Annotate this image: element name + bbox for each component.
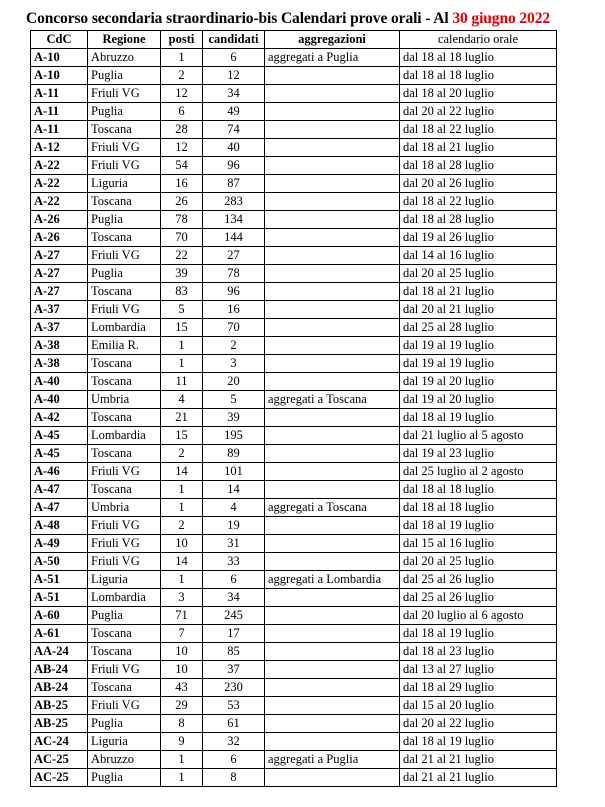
cell-calendario: dal 19 al 20 luglio: [400, 391, 557, 409]
cell-aggregazioni: [265, 355, 400, 373]
table-row: [31, 175, 557, 193]
cell-regione: Puglia: [88, 211, 161, 229]
table-row: [31, 697, 557, 715]
cell-posti: 15: [161, 427, 203, 445]
table-row: [31, 715, 557, 733]
cell-posti: 12: [161, 139, 203, 157]
cell-calendario: dal 18 al 21 luglio: [400, 139, 557, 157]
table-row: [31, 247, 557, 265]
table-row: [31, 625, 557, 643]
cell-regione: Puglia: [88, 103, 161, 121]
cell-candidati: 33: [203, 553, 265, 571]
cell-candidati: 230: [203, 679, 265, 697]
cell-posti: 2: [161, 67, 203, 85]
table-row: [31, 103, 557, 121]
table-row: [31, 769, 557, 787]
cell-regione: Friuli VG: [88, 535, 161, 553]
cell-regione: Abruzzo: [88, 751, 161, 769]
table-row: [31, 733, 557, 751]
cell-candidati: 12: [203, 67, 265, 85]
table-row: [31, 589, 557, 607]
cell-calendario: dal 18 al 18 luglio: [400, 49, 557, 67]
cell-posti: 7: [161, 625, 203, 643]
cell-posti: 28: [161, 121, 203, 139]
table-row: [31, 751, 557, 769]
cell-candidati: 70: [203, 319, 265, 337]
cell-aggregazioni: aggregati a Toscana: [265, 391, 400, 409]
cell-calendario: dal 18 al 18 luglio: [400, 67, 557, 85]
cell-aggregazioni: [265, 211, 400, 229]
cell-regione: Friuli VG: [88, 661, 161, 679]
cell-regione: Friuli VG: [88, 85, 161, 103]
cell-candidati: 32: [203, 733, 265, 751]
cell-calendario: dal 18 al 20 luglio: [400, 85, 557, 103]
cell-posti: 71: [161, 607, 203, 625]
table-body: [31, 49, 557, 787]
title-date: 30 giugno 2022: [452, 10, 550, 27]
cell-cdc: A-37: [31, 319, 88, 337]
cell-calendario: dal 19 al 19 luglio: [400, 355, 557, 373]
cell-candidati: 96: [203, 283, 265, 301]
cell-calendario: dal 18 al 19 luglio: [400, 625, 557, 643]
table-row: [31, 607, 557, 625]
cell-aggregazioni: [265, 121, 400, 139]
cell-regione: Toscana: [88, 229, 161, 247]
cell-candidati: 16: [203, 301, 265, 319]
table-row: [31, 121, 557, 139]
cell-calendario: dal 21 luglio al 5 agosto: [400, 427, 557, 445]
cell-posti: 22: [161, 247, 203, 265]
cell-aggregazioni: aggregati a Puglia: [265, 49, 400, 67]
cell-cdc: A-10: [31, 67, 88, 85]
cell-calendario: dal 18 al 22 luglio: [400, 193, 557, 211]
cell-posti: 10: [161, 661, 203, 679]
cell-posti: 3: [161, 589, 203, 607]
cell-candidati: 87: [203, 175, 265, 193]
cell-posti: 1: [161, 355, 203, 373]
cell-posti: 14: [161, 463, 203, 481]
cell-regione: Lombardia: [88, 427, 161, 445]
cell-posti: 26: [161, 193, 203, 211]
cell-regione: Friuli VG: [88, 301, 161, 319]
cell-candidati: 3: [203, 355, 265, 373]
cell-calendario: dal 18 al 18 luglio: [400, 481, 557, 499]
table-row: [31, 283, 557, 301]
cell-candidati: 96: [203, 157, 265, 175]
cell-posti: 70: [161, 229, 203, 247]
cell-regione: Liguria: [88, 571, 161, 589]
table-row: [31, 319, 557, 337]
cell-calendario: dal 15 al 16 luglio: [400, 535, 557, 553]
cell-regione: Puglia: [88, 715, 161, 733]
cell-cdc: A-26: [31, 229, 88, 247]
cell-posti: 11: [161, 373, 203, 391]
cell-aggregazioni: [265, 409, 400, 427]
table-row: [31, 679, 557, 697]
cell-cdc: A-50: [31, 553, 88, 571]
cell-cdc: AB-24: [31, 661, 88, 679]
cell-aggregazioni: [265, 157, 400, 175]
cell-calendario: dal 18 al 19 luglio: [400, 733, 557, 751]
cell-calendario: dal 20 al 25 luglio: [400, 265, 557, 283]
cell-candidati: 34: [203, 85, 265, 103]
table-row: [31, 427, 557, 445]
cell-cdc: A-27: [31, 283, 88, 301]
cell-cdc: AC-25: [31, 751, 88, 769]
cell-calendario: dal 18 al 29 luglio: [400, 679, 557, 697]
cell-cdc: A-48: [31, 517, 88, 535]
cell-candidati: 6: [203, 751, 265, 769]
cell-candidati: 20: [203, 373, 265, 391]
cell-posti: 1: [161, 751, 203, 769]
cell-candidati: 49: [203, 103, 265, 121]
cell-candidati: 14: [203, 481, 265, 499]
calendar-table: [30, 30, 557, 787]
cell-aggregazioni: [265, 175, 400, 193]
cell-candidati: 4: [203, 499, 265, 517]
cell-aggregazioni: [265, 463, 400, 481]
cell-cdc: A-51: [31, 571, 88, 589]
cell-aggregazioni: [265, 553, 400, 571]
cell-posti: 83: [161, 283, 203, 301]
cell-posti: 54: [161, 157, 203, 175]
cell-calendario: dal 18 al 18 luglio: [400, 499, 557, 517]
cell-posti: 10: [161, 643, 203, 661]
cell-cdc: AC-25: [31, 769, 88, 787]
cell-cdc: A-11: [31, 103, 88, 121]
cell-cdc: A-22: [31, 175, 88, 193]
cell-posti: 9: [161, 733, 203, 751]
table-row: [31, 193, 557, 211]
cell-calendario: dal 20 al 21 luglio: [400, 301, 557, 319]
cell-cdc: AB-25: [31, 697, 88, 715]
cell-calendario: dal 25 luglio al 2 agosto: [400, 463, 557, 481]
cell-cdc: A-60: [31, 607, 88, 625]
cell-calendario: dal 18 al 19 luglio: [400, 409, 557, 427]
cell-posti: 1: [161, 571, 203, 589]
cell-posti: 16: [161, 175, 203, 193]
cell-regione: Abruzzo: [88, 49, 161, 67]
cell-posti: 1: [161, 769, 203, 787]
cell-cdc: A-47: [31, 499, 88, 517]
cell-candidati: 37: [203, 661, 265, 679]
cell-posti: 6: [161, 103, 203, 121]
cell-aggregazioni: [265, 661, 400, 679]
cell-candidati: 31: [203, 535, 265, 553]
cell-aggregazioni: [265, 733, 400, 751]
cell-cdc: A-22: [31, 193, 88, 211]
cell-regione: Liguria: [88, 175, 161, 193]
cell-candidati: 53: [203, 697, 265, 715]
cell-regione: Friuli VG: [88, 463, 161, 481]
cell-posti: 5: [161, 301, 203, 319]
cell-candidati: 19: [203, 517, 265, 535]
table-row: [31, 139, 557, 157]
cell-cdc: A-38: [31, 355, 88, 373]
cell-posti: 21: [161, 409, 203, 427]
cell-aggregazioni: aggregati a Lombardia: [265, 571, 400, 589]
table-row: [31, 49, 557, 67]
cell-cdc: A-45: [31, 427, 88, 445]
cell-cdc: A-12: [31, 139, 88, 157]
cell-cdc: A-26: [31, 211, 88, 229]
cell-calendario: dal 14 al 16 luglio: [400, 247, 557, 265]
table-row: [31, 445, 557, 463]
cell-calendario: dal 25 al 26 luglio: [400, 571, 557, 589]
cell-regione: Puglia: [88, 607, 161, 625]
cell-candidati: 39: [203, 409, 265, 427]
cell-cdc: A-46: [31, 463, 88, 481]
cell-candidati: 6: [203, 49, 265, 67]
cell-regione: Toscana: [88, 643, 161, 661]
cell-calendario: dal 18 al 21 luglio: [400, 283, 557, 301]
cell-candidati: 85: [203, 643, 265, 661]
cell-calendario: dal 18 al 28 luglio: [400, 157, 557, 175]
cell-regione: Toscana: [88, 625, 161, 643]
header-aggregazioni: aggregazioni: [265, 31, 400, 49]
title-text: Concorso secondaria straordinario-bis Calendari prove orali - Al: [26, 10, 453, 27]
cell-calendario: dal 25 al 26 luglio: [400, 589, 557, 607]
cell-aggregazioni: [265, 193, 400, 211]
cell-cdc: A-38: [31, 337, 88, 355]
cell-cdc: A-22: [31, 157, 88, 175]
cell-candidati: 245: [203, 607, 265, 625]
table-row: [31, 265, 557, 283]
cell-posti: 8: [161, 715, 203, 733]
cell-regione: Lombardia: [88, 589, 161, 607]
cell-calendario: dal 19 al 19 luglio: [400, 337, 557, 355]
table-row: [31, 373, 557, 391]
cell-regione: Toscana: [88, 481, 161, 499]
cell-regione: Umbria: [88, 391, 161, 409]
cell-calendario: dal 20 al 25 luglio: [400, 553, 557, 571]
cell-cdc: A-51: [31, 589, 88, 607]
cell-posti: 2: [161, 445, 203, 463]
cell-posti: 1: [161, 49, 203, 67]
header-row: [31, 31, 557, 49]
header-posti: posti: [161, 31, 203, 49]
cell-calendario: dal 18 al 22 luglio: [400, 121, 557, 139]
cell-candidati: 283: [203, 193, 265, 211]
cell-candidati: 101: [203, 463, 265, 481]
cell-posti: 1: [161, 499, 203, 517]
cell-calendario: dal 20 al 22 luglio: [400, 103, 557, 121]
cell-posti: 39: [161, 265, 203, 283]
cell-cdc: A-27: [31, 247, 88, 265]
cell-calendario: dal 20 al 26 luglio: [400, 175, 557, 193]
table-row: [31, 355, 557, 373]
cell-cdc: AC-24: [31, 733, 88, 751]
table-row: [31, 481, 557, 499]
table-row: [31, 211, 557, 229]
cell-aggregazioni: [265, 679, 400, 697]
cell-candidati: 61: [203, 715, 265, 733]
cell-aggregazioni: [265, 247, 400, 265]
cell-aggregazioni: aggregati a Puglia: [265, 751, 400, 769]
cell-candidati: 89: [203, 445, 265, 463]
cell-cdc: A-10: [31, 49, 88, 67]
cell-aggregazioni: [265, 103, 400, 121]
table-row: [31, 499, 557, 517]
cell-aggregazioni: [265, 319, 400, 337]
cell-calendario: dal 19 al 20 luglio: [400, 373, 557, 391]
table-row: [31, 85, 557, 103]
cell-posti: 1: [161, 481, 203, 499]
cell-regione: Puglia: [88, 769, 161, 787]
cell-regione: Friuli VG: [88, 247, 161, 265]
cell-candidati: 6: [203, 571, 265, 589]
table-row: [31, 301, 557, 319]
cell-calendario: dal 18 al 23 luglio: [400, 643, 557, 661]
cell-aggregazioni: [265, 445, 400, 463]
cell-regione: Friuli VG: [88, 157, 161, 175]
cell-candidati: 40: [203, 139, 265, 157]
cell-aggregazioni: [265, 301, 400, 319]
header-candidati: candidati: [203, 31, 265, 49]
cell-candidati: 2: [203, 337, 265, 355]
cell-aggregazioni: [265, 643, 400, 661]
table-row: [31, 517, 557, 535]
table-row: [31, 643, 557, 661]
cell-candidati: 144: [203, 229, 265, 247]
cell-calendario: dal 18 al 28 luglio: [400, 211, 557, 229]
cell-posti: 43: [161, 679, 203, 697]
cell-regione: Liguria: [88, 733, 161, 751]
cell-aggregazioni: [265, 337, 400, 355]
cell-regione: Toscana: [88, 355, 161, 373]
cell-candidati: 5: [203, 391, 265, 409]
cell-aggregazioni: aggregati a Toscana: [265, 499, 400, 517]
cell-aggregazioni: [265, 589, 400, 607]
cell-regione: Friuli VG: [88, 553, 161, 571]
cell-calendario: dal 19 al 26 luglio: [400, 229, 557, 247]
cell-cdc: AB-25: [31, 715, 88, 733]
cell-candidati: 78: [203, 265, 265, 283]
cell-regione: Toscana: [88, 121, 161, 139]
table-row: [31, 67, 557, 85]
cell-cdc: A-11: [31, 85, 88, 103]
cell-posti: 29: [161, 697, 203, 715]
cell-regione: Friuli VG: [88, 139, 161, 157]
cell-aggregazioni: [265, 427, 400, 445]
table-row: [31, 553, 557, 571]
cell-regione: Friuli VG: [88, 517, 161, 535]
cell-regione: Puglia: [88, 67, 161, 85]
cell-aggregazioni: [265, 265, 400, 283]
cell-regione: Toscana: [88, 409, 161, 427]
cell-candidati: 17: [203, 625, 265, 643]
cell-calendario: dal 21 al 21 luglio: [400, 751, 557, 769]
cell-cdc: AB-24: [31, 679, 88, 697]
cell-aggregazioni: [265, 517, 400, 535]
cell-posti: 15: [161, 319, 203, 337]
cell-cdc: AA-24: [31, 643, 88, 661]
cell-cdc: A-61: [31, 625, 88, 643]
cell-candidati: 27: [203, 247, 265, 265]
cell-cdc: A-37: [31, 301, 88, 319]
cell-regione: Friuli VG: [88, 697, 161, 715]
table-row: [31, 463, 557, 481]
cell-aggregazioni: [265, 373, 400, 391]
table-row: [31, 157, 557, 175]
cell-posti: 14: [161, 553, 203, 571]
cell-calendario: dal 19 al 23 luglio: [400, 445, 557, 463]
cell-cdc: A-49: [31, 535, 88, 553]
cell-regione: Umbria: [88, 499, 161, 517]
header-calendario: calendario orale: [400, 31, 557, 49]
cell-cdc: A-11: [31, 121, 88, 139]
cell-posti: 10: [161, 535, 203, 553]
cell-regione: Puglia: [88, 265, 161, 283]
cell-regione: Toscana: [88, 193, 161, 211]
cell-aggregazioni: [265, 769, 400, 787]
cell-regione: Toscana: [88, 283, 161, 301]
cell-posti: 2: [161, 517, 203, 535]
cell-aggregazioni: [265, 535, 400, 553]
cell-candidati: 195: [203, 427, 265, 445]
cell-candidati: 134: [203, 211, 265, 229]
cell-aggregazioni: [265, 85, 400, 103]
cell-calendario: dal 20 al 22 luglio: [400, 715, 557, 733]
cell-aggregazioni: [265, 67, 400, 85]
header-cdc: CdC: [31, 31, 88, 49]
cell-regione: Toscana: [88, 679, 161, 697]
cell-aggregazioni: [265, 283, 400, 301]
cell-posti: 78: [161, 211, 203, 229]
cell-calendario: dal 18 al 19 luglio: [400, 517, 557, 535]
page-title: [26, 10, 586, 28]
cell-calendario: dal 13 al 27 luglio: [400, 661, 557, 679]
cell-regione: Emilia R.: [88, 337, 161, 355]
table-row: [31, 391, 557, 409]
table-row: [31, 661, 557, 679]
cell-cdc: A-27: [31, 265, 88, 283]
header-regione: Regione: [88, 31, 161, 49]
cell-aggregazioni: [265, 715, 400, 733]
cell-aggregazioni: [265, 697, 400, 715]
table-row: [31, 229, 557, 247]
table-row: [31, 535, 557, 553]
cell-cdc: A-40: [31, 391, 88, 409]
table-row: [31, 571, 557, 589]
table-row: [31, 337, 557, 355]
cell-aggregazioni: [265, 625, 400, 643]
cell-regione: Toscana: [88, 445, 161, 463]
cell-aggregazioni: [265, 229, 400, 247]
cell-cdc: A-42: [31, 409, 88, 427]
cell-aggregazioni: [265, 139, 400, 157]
cell-aggregazioni: [265, 481, 400, 499]
cell-candidati: 34: [203, 589, 265, 607]
cell-regione: Lombardia: [88, 319, 161, 337]
cell-posti: 4: [161, 391, 203, 409]
cell-cdc: A-47: [31, 481, 88, 499]
cell-posti: 1: [161, 337, 203, 355]
cell-aggregazioni: [265, 607, 400, 625]
cell-regione: Toscana: [88, 373, 161, 391]
cell-calendario: dal 25 al 28 luglio: [400, 319, 557, 337]
cell-candidati: 74: [203, 121, 265, 139]
cell-calendario: dal 20 luglio al 6 agosto: [400, 607, 557, 625]
table-row: [31, 409, 557, 427]
cell-posti: 12: [161, 85, 203, 103]
cell-cdc: A-45: [31, 445, 88, 463]
cell-cdc: A-40: [31, 373, 88, 391]
cell-calendario: dal 21 al 21 luglio: [400, 769, 557, 787]
cell-calendario: dal 15 al 20 luglio: [400, 697, 557, 715]
cell-candidati: 8: [203, 769, 265, 787]
